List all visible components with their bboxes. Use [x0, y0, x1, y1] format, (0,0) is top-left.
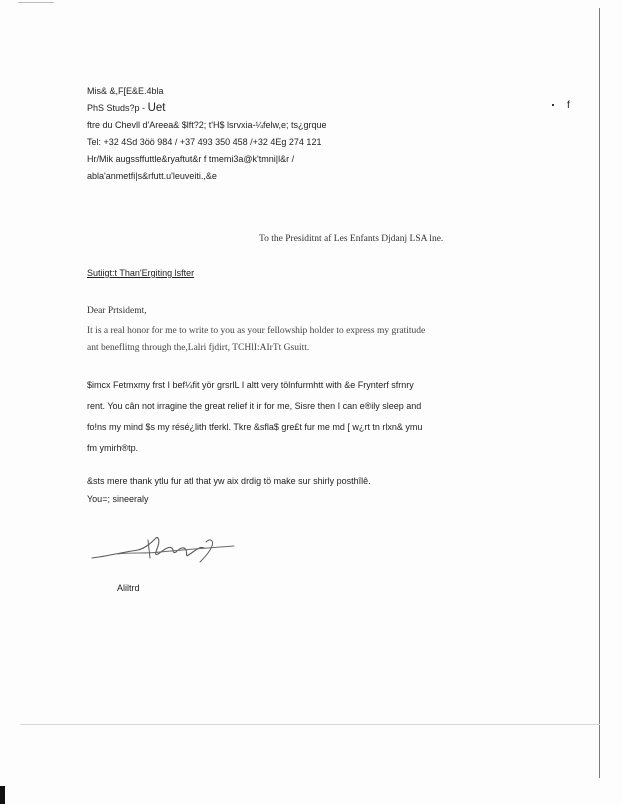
paragraph-1 — [87, 323, 507, 357]
closing-line: You=; sineeraly — [87, 494, 149, 504]
scan-edge-right — [599, 8, 600, 778]
scan-edge-bottom — [20, 724, 600, 725]
sender-address: ftre du Chevll d'Areea& $lft?2; t'H$ lsrvxia-¼felw,e; ts¿grque — [87, 120, 327, 130]
paragraph-2-line: rent. You cân not irragine the great relief it ir for me, Sisre then I can e®ily sleep and — [87, 401, 422, 411]
margin-dot — [552, 104, 554, 106]
sender-role — [87, 100, 547, 117]
scan-corner-mark — [0, 786, 5, 804]
paragraph-2-line: fo!ns my mind $s my résé¿lith tferkl. Tkre &sfla$ gre£t fur me md [ w¿rt tn rlxn& ymu — [87, 422, 423, 432]
sender-name: Mis& &,F[E&E.4bla — [87, 86, 164, 96]
paragraph-2-line: $imcx Fetmxmy frst I bef¼fit yör grsrlL I altt very tölnfurmhtt with &e Frynterf sfrnry — [87, 380, 414, 390]
paragraph-1-line: ant beneflitng through the,Lalri fjdirt, TCHlI:AIrTt Gsuitt. — [87, 343, 310, 353]
handwritten-signature — [88, 528, 236, 568]
margin-mark: f — [567, 100, 570, 111]
sender-role-prefix: PhS Studs?p - — [87, 103, 146, 113]
sender-email-2: abla'anmetfi|s&rfutt.u'leuveiti.,&e — [87, 171, 217, 181]
paragraph-1-line: It is a real honor for me to write to you as your fellowship holder to express my gratitude — [87, 326, 426, 336]
signer-name: Aliltrd — [117, 583, 140, 593]
recipient-line: To the Presiditnt af Les Enfants Djdanj LSA lne. — [259, 234, 444, 244]
sender-email-1: Hr/Mik augssffuttle&ryaftut&r f tmemi3a@k'tmni|l&r / — [87, 154, 295, 164]
paragraph-2 — [87, 375, 487, 459]
scan-artifact-top — [18, 2, 54, 3]
paragraph-3 — [87, 472, 487, 508]
paragraph-2-line: fm ymirh®tp. — [87, 443, 139, 453]
salutation: Dear Prtsidemt, — [87, 306, 147, 316]
paragraph-3-line: &sts mere thank ytlu fur atl that yw aix drdig tö make sur shirly posthîlê. — [87, 476, 371, 486]
subject-line: Sutiigt:t Than'Ergiting lsfter — [87, 268, 195, 278]
sender-block — [87, 83, 547, 185]
sender-role-suffix: Uet — [147, 102, 166, 114]
sender-phone: Tel: +32 4Sd 3öö 984 / +37 493 350 458 /+32 4Eg 274 121 — [87, 137, 322, 147]
